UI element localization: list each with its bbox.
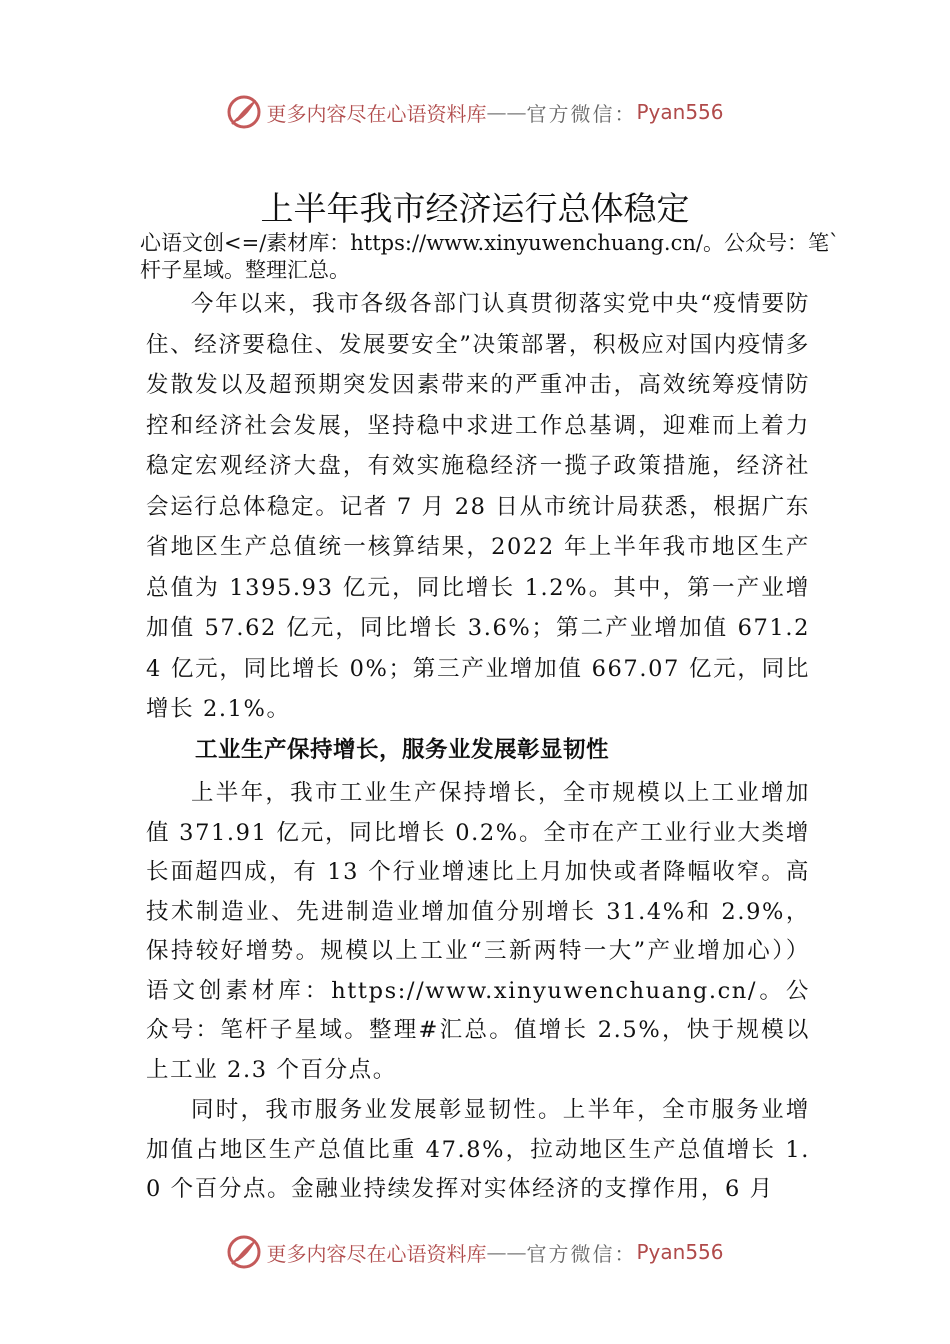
source-line: 心语文创<=/素材库：https://www.xinyuwenchuang.cn/。公众号：笔`杆子星域。整理汇总。 (140, 231, 840, 282)
footer-banner (0, 1232, 950, 1272)
banner-wechat-id: Pyan556 (636, 100, 724, 124)
banner-wechat-label: 官方微信： (526, 1241, 637, 1266)
feather-pen-logo-icon (226, 1234, 262, 1270)
paragraph-intro: 今年以来，我市各级各部门认真贯彻落实党中央“疫情要防住、经济要稳住、发展要安全”决策部署，积极应对国内疫情多发散发以及超预期突发因素带来的严重冲击，高效统筹疫情防控和经济社会发展，坚持稳中求进工作总基调，迎难而上着力稳定宏观经济大盘，有效实施稳经济一揽子政策措施，经济社会运行总体稳定。记者 7 月 28 日从市统计局获悉，根据广东省地区生产总值统一核算结果，2022 年上半年我市地区生产总值为 1395.93 亿元，同比增长 1.2%。其中，第一产业增加值 57.62 亿元，同比增长 3.6%；第二产业增加值 671.24 亿元，同比增长 0%；第三产业增加值 667.07 亿元，同比增长 2.1%。 (146, 291, 810, 722)
banner-wechat-id: Pyan556 (636, 1240, 724, 1264)
banner-separator: —— (486, 1240, 527, 1264)
page-title: 上半年我市经济运行总体稳定 (260, 189, 690, 228)
banner-promo-text: 更多内容尽在心语资料库 (266, 1241, 487, 1266)
paragraph-industry: 上半年，我市工业生产保持增长，全市规模以上工业增加值 371.91 亿元，同比增长 0.2%。全市在产工业行业大类增长面超四成，有 13 个行业增速比上月加快或者降幅收窄。高技术制造业、先进制造业增加值分别增长 31.4%和 2.9%， 保持较好增势。规模以上工业“三新两特一大”产业增加心））语文创素材库：https://www.xinyuwenchuang.cn/。公众号：笔杆子星域。整理#汇总。值增长 2.5%，快于规模以上工业 2.3 个百分点。 (146, 780, 810, 1083)
feather-pen-logo-icon (226, 94, 262, 130)
banner-wechat-label: 官方微信： (526, 101, 637, 126)
header-banner (0, 92, 950, 132)
paragraph-services: 同时，我市服务业发展彰显韧性。上半年，全市服务业增加值占地区生产总值比重 47.8%，拉动地区生产总值增长 1.0 个百分点。金融业持续发挥对实体经济的支撑作用，6 月 (146, 1097, 810, 1202)
banner-promo-text: 更多内容尽在心语资料库 (266, 101, 487, 126)
section-heading: 工业生产保持增长，服务业发展彰显韧性 (195, 737, 610, 763)
banner-separator: —— (486, 100, 527, 124)
